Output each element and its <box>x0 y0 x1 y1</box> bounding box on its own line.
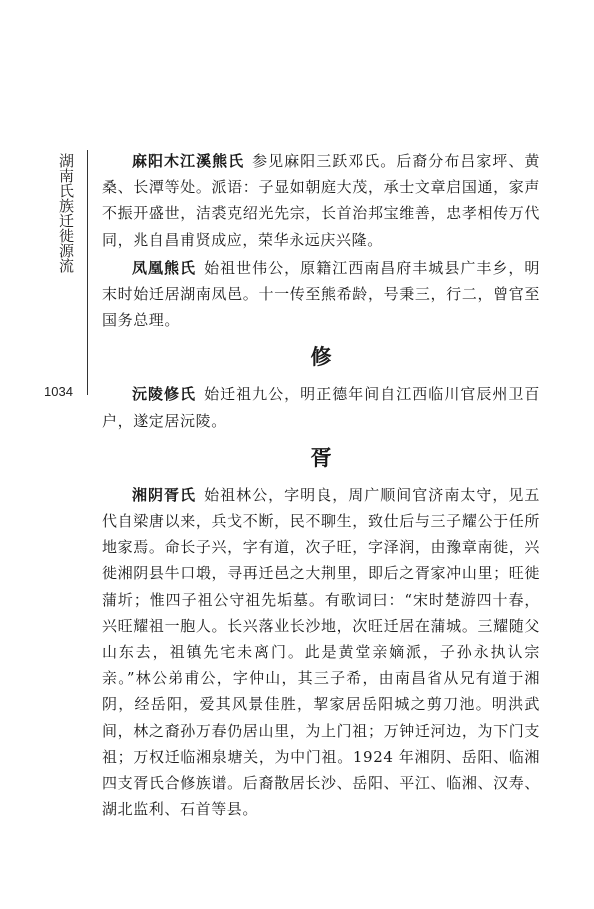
surname-heading-xu: 胥 <box>310 445 332 470</box>
page-body <box>102 148 540 824</box>
entry-heading: 湘阴胥氏 <box>132 485 197 504</box>
entry-text: 始祖林公，字明良，周广顺间官济南太守，见五代自梁唐以来，兵戈不断，民不聊生，致仕后与三子耀公于任所地家焉。命长子兴，字有道，次子旺，字泽润，由豫章南徙，兴徙湘阴县牛口塅，寻再迁邑之大荆里，即后之胥家冲山里；旺徙蒲圻；惟四子祖公守祖先垢墓。有歌词曰：“宋时楚游四十春，兴旺耀祖一胞人。长兴落业长沙地，次旺迁居在蒲城。三耀随父山东去，祖镇先宅未离门。此是黄堂亲嫡派，子孙永执认宗亲。”林公弟甫公，字仲山，其三子希，由南昌省从兄有道于湘阴，经岳阳，爱其风景佳胜，挈家居岳阳城之剪刀池。明洪武间，林之裔孙万春仍居山里，为上门祖；万钟迁河边，为下门支祖；万权迁临湘泉塘关，为中门祖。1924 年湘阴、岳阳、临湘四支胥氏合修族谱。后裔散居长沙、岳阳、平江、临湘、汉寿、湖北监利、石首等县。 <box>102 485 541 819</box>
entry-heading: 凤凰熊氏 <box>132 258 197 277</box>
entry-text: 始祖世伟公，原籍江西南昌府丰城县广丰乡，明末时始迁居湖南凤邑。十一传至熊希龄，号秉三，行二，曾官至国务总理。 <box>102 258 541 330</box>
page-number: 1034 <box>44 384 73 399</box>
entry-text: 始迁祖九公，明正德年间自江西临川官辰州卫百户，遂定居沅陵。 <box>102 385 541 430</box>
entry-text: 参见麻阳三跃邓氏。后裔分布吕家坪、黄桑、长潭等处。派语：子显如朝庭大茂，承士文章启国通，家声不振开盛世，洁裘克绍光先宗，长首治邦宝维善，忠孝相传万代同，兆自昌甫贤成应，荣华永远庆兴隆。 <box>102 152 540 249</box>
entry-fenghuang-xiong <box>102 255 540 334</box>
surname-heading-xiu: 修 <box>310 345 332 370</box>
entry-heading: 麻阳木江溪熊氏 <box>132 152 245 170</box>
running-head-title: 湖南氏族迁徙源流 <box>57 153 75 273</box>
entry-yuanling-xiu <box>102 381 540 433</box>
entry-xiangyin-xu <box>102 482 540 823</box>
entry-mayang-xiong <box>102 148 540 253</box>
entry-heading: 沅陵修氏 <box>132 385 197 404</box>
margin-rule <box>87 150 88 395</box>
